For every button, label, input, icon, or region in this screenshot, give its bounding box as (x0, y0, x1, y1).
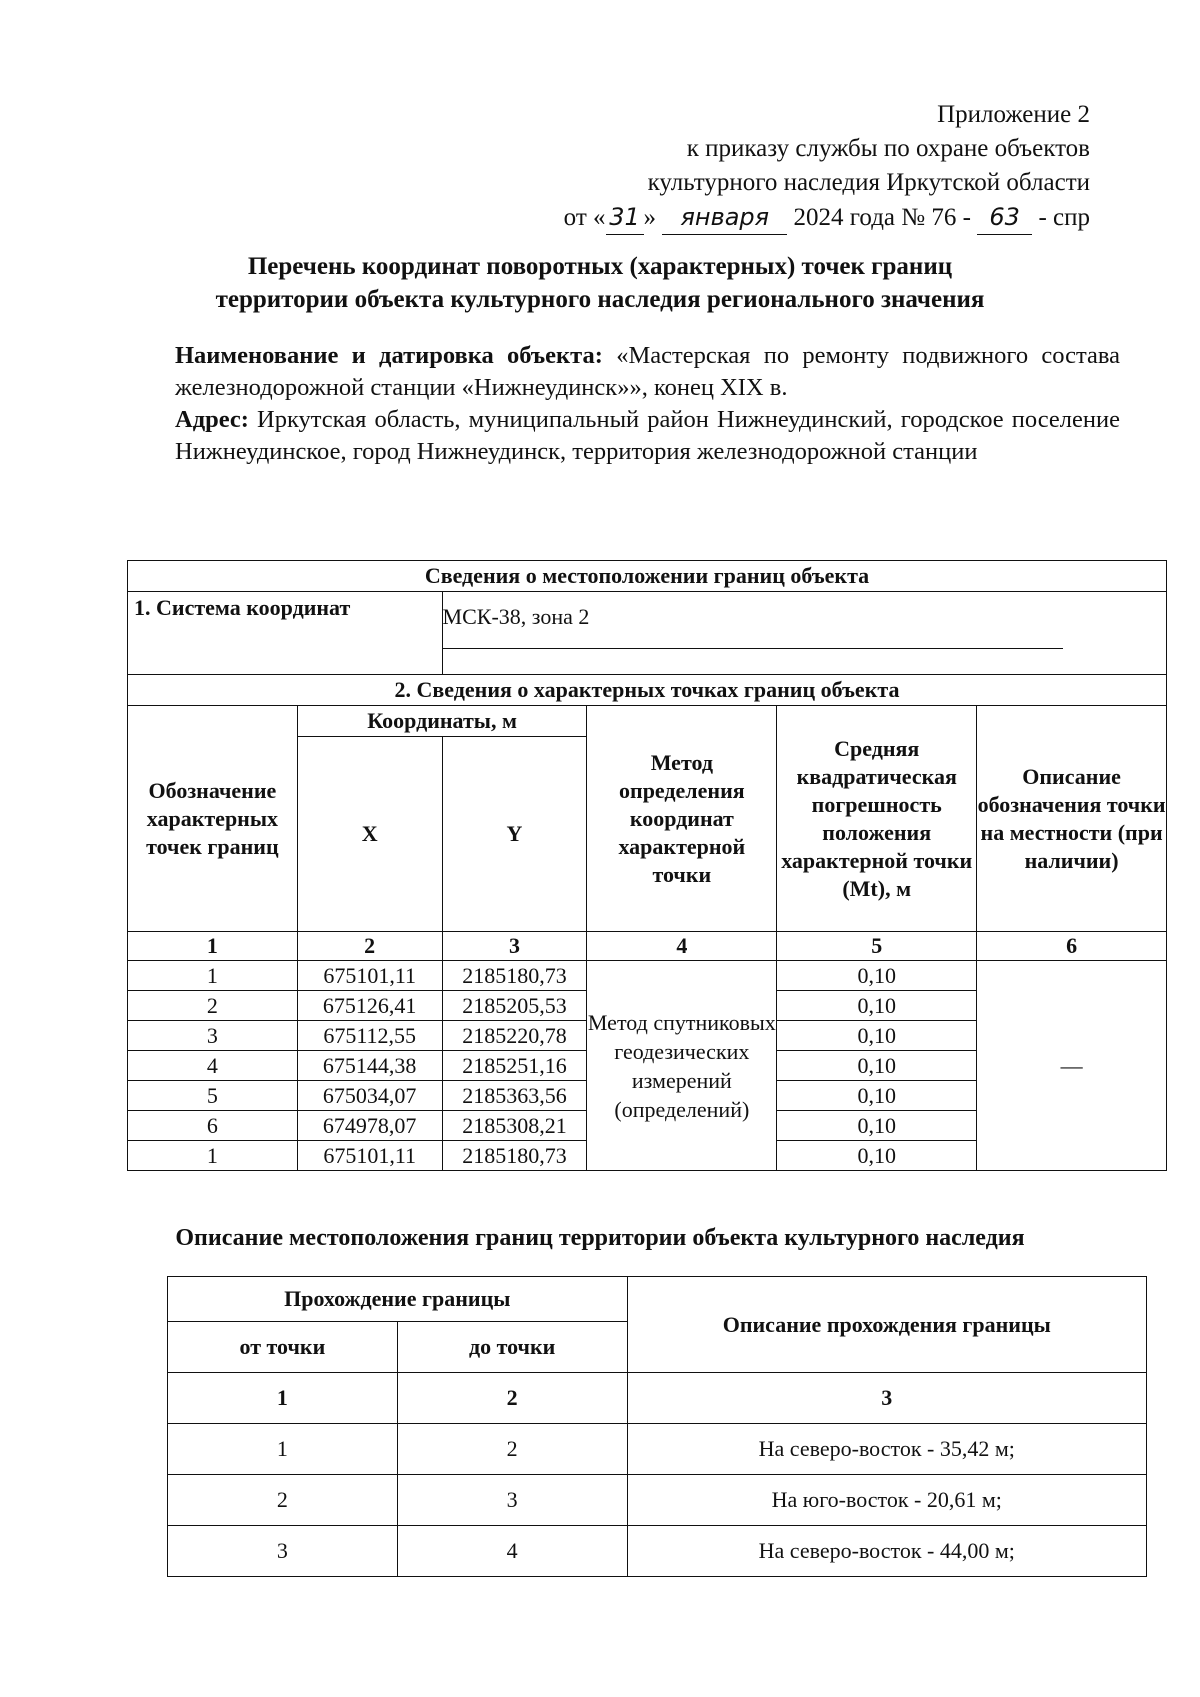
point-mt: 0,10 (777, 1141, 977, 1171)
object-address (175, 404, 1120, 468)
description-value: — (977, 961, 1167, 1171)
col-number: 6 (977, 932, 1167, 961)
document-title (0, 250, 1200, 316)
point-x: 675112,55 (297, 1021, 442, 1051)
boundary-text: На юго-восток - 20,61 м; (627, 1475, 1146, 1526)
coordinate-system-label: 1. Система координат (128, 592, 443, 675)
point-x: 674978,07 (297, 1111, 442, 1141)
point-x: 675144,38 (297, 1051, 442, 1081)
handwritten-day: 31 (606, 200, 644, 235)
point-mt: 0,10 (777, 991, 977, 1021)
object-info (175, 340, 1120, 468)
point-x: 675126,41 (297, 991, 442, 1021)
object-name-label: Наименование и датировка объекта: (175, 342, 603, 369)
point-number: 6 (128, 1111, 298, 1141)
object-address-value: Иркутская область, муниципальный район Нижнеудинский, городское поселение Нижнеудинское, город Нижнеудинск, территория железнодорожной станции (175, 406, 1121, 465)
handwritten-month: января (662, 200, 787, 235)
from-point: 1 (168, 1424, 398, 1475)
point-y: 2185251,16 (442, 1051, 587, 1081)
point-x: 675034,07 (297, 1081, 442, 1111)
coordinate-system-value: МСК-38, зона 2 (443, 604, 1063, 649)
location-table (127, 560, 1167, 1171)
order-suffix: - спр (1038, 204, 1090, 231)
col-number: 3 (627, 1373, 1146, 1424)
from-point: 3 (168, 1526, 398, 1577)
col-number: 2 (297, 932, 442, 961)
date-prefix: от « (563, 204, 606, 231)
point-mt: 0,10 (777, 1081, 977, 1111)
header-method: Метод определения координат характерной точки (587, 706, 777, 932)
to-point: 4 (397, 1526, 627, 1577)
boundary-text: На северо-восток - 35,42 м; (627, 1424, 1146, 1475)
point-y: 2185363,56 (442, 1081, 587, 1111)
point-mt: 0,10 (777, 1051, 977, 1081)
year-text: 2024 года № 76 - (793, 204, 971, 231)
location-table-title: Сведения о местоположении границ объекта (128, 561, 1167, 592)
point-number: 5 (128, 1081, 298, 1111)
point-mt: 0,10 (777, 1111, 977, 1141)
table-row (128, 961, 1167, 991)
to-point: 3 (397, 1475, 627, 1526)
point-x: 675101,11 (297, 961, 442, 991)
header-x: X (297, 737, 442, 932)
point-y: 2185308,21 (442, 1111, 587, 1141)
point-y: 2185180,73 (442, 961, 587, 991)
header-boundary-description: Описание прохождения границы (627, 1277, 1146, 1373)
method-value: Метод спутниковых геодезических измерений (определений) (587, 961, 777, 1171)
from-point: 2 (168, 1475, 398, 1526)
coordinate-system-cell (442, 592, 1166, 675)
point-mt: 0,10 (777, 961, 977, 991)
col-number: 1 (128, 932, 298, 961)
col-number: 1 (168, 1373, 398, 1424)
header-error: Средняя квадратическая погрешность положения характерной точки (Mt), м (777, 706, 977, 932)
point-y: 2185205,53 (442, 991, 587, 1021)
appendix-line3: культурного наследия Иркутской области (647, 169, 1090, 196)
col-number: 4 (587, 932, 777, 961)
point-number: 1 (128, 1141, 298, 1171)
col-number: 5 (777, 932, 977, 961)
point-number: 4 (128, 1051, 298, 1081)
header-y: Y (442, 737, 587, 932)
point-number: 3 (128, 1021, 298, 1051)
table-row (168, 1424, 1147, 1475)
header-description: Описание обозначения точки на местности (при наличии) (977, 706, 1167, 932)
point-mt: 0,10 (777, 1021, 977, 1051)
point-number: 1 (128, 961, 298, 991)
appendix-line1: Приложение 2 (937, 101, 1090, 128)
title-line2: территории объекта культурного наследия регионального значения (215, 286, 985, 313)
header-coordinates: Координаты, м (297, 706, 587, 737)
handwritten-number: 63 (977, 200, 1032, 235)
table-row (168, 1526, 1147, 1577)
object-name-value: «Мастерская по ремонту подвижного состава железнодорожной станции «Нижнеудинск»», конец XIX в. (175, 342, 1120, 401)
object-name (175, 340, 1120, 404)
point-number: 2 (128, 991, 298, 1021)
title-line1: Перечень координат поворотных (характерных) точек границ (247, 253, 953, 280)
boundary-text: На северо-восток - 44,00 м; (627, 1526, 1146, 1577)
object-address-label: Адрес: (175, 406, 249, 433)
header-from: от точки (168, 1322, 398, 1373)
quote-close: » (643, 204, 657, 231)
appendix-date-line (564, 200, 1090, 235)
appendix-header (564, 98, 1090, 235)
header-passage: Прохождение границы (168, 1277, 628, 1322)
header-to: до точки (397, 1322, 627, 1373)
boundary-table (167, 1276, 1147, 1577)
point-y: 2185180,73 (442, 1141, 587, 1171)
col-number: 3 (442, 932, 587, 961)
boundary-description-title: Описание местоположения границ территории объекта культурного наследия (175, 1225, 1025, 1251)
point-y: 2185220,78 (442, 1021, 587, 1051)
to-point: 2 (397, 1424, 627, 1475)
point-x: 675101,11 (297, 1141, 442, 1171)
col-number: 2 (397, 1373, 627, 1424)
header-designation: Обозначение характерных точек границ (128, 706, 298, 932)
points-section-title: 2. Сведения о характерных точках границ объекта (128, 675, 1167, 706)
table-row (168, 1475, 1147, 1526)
appendix-line2: к приказу службы по охране объектов (686, 135, 1090, 162)
